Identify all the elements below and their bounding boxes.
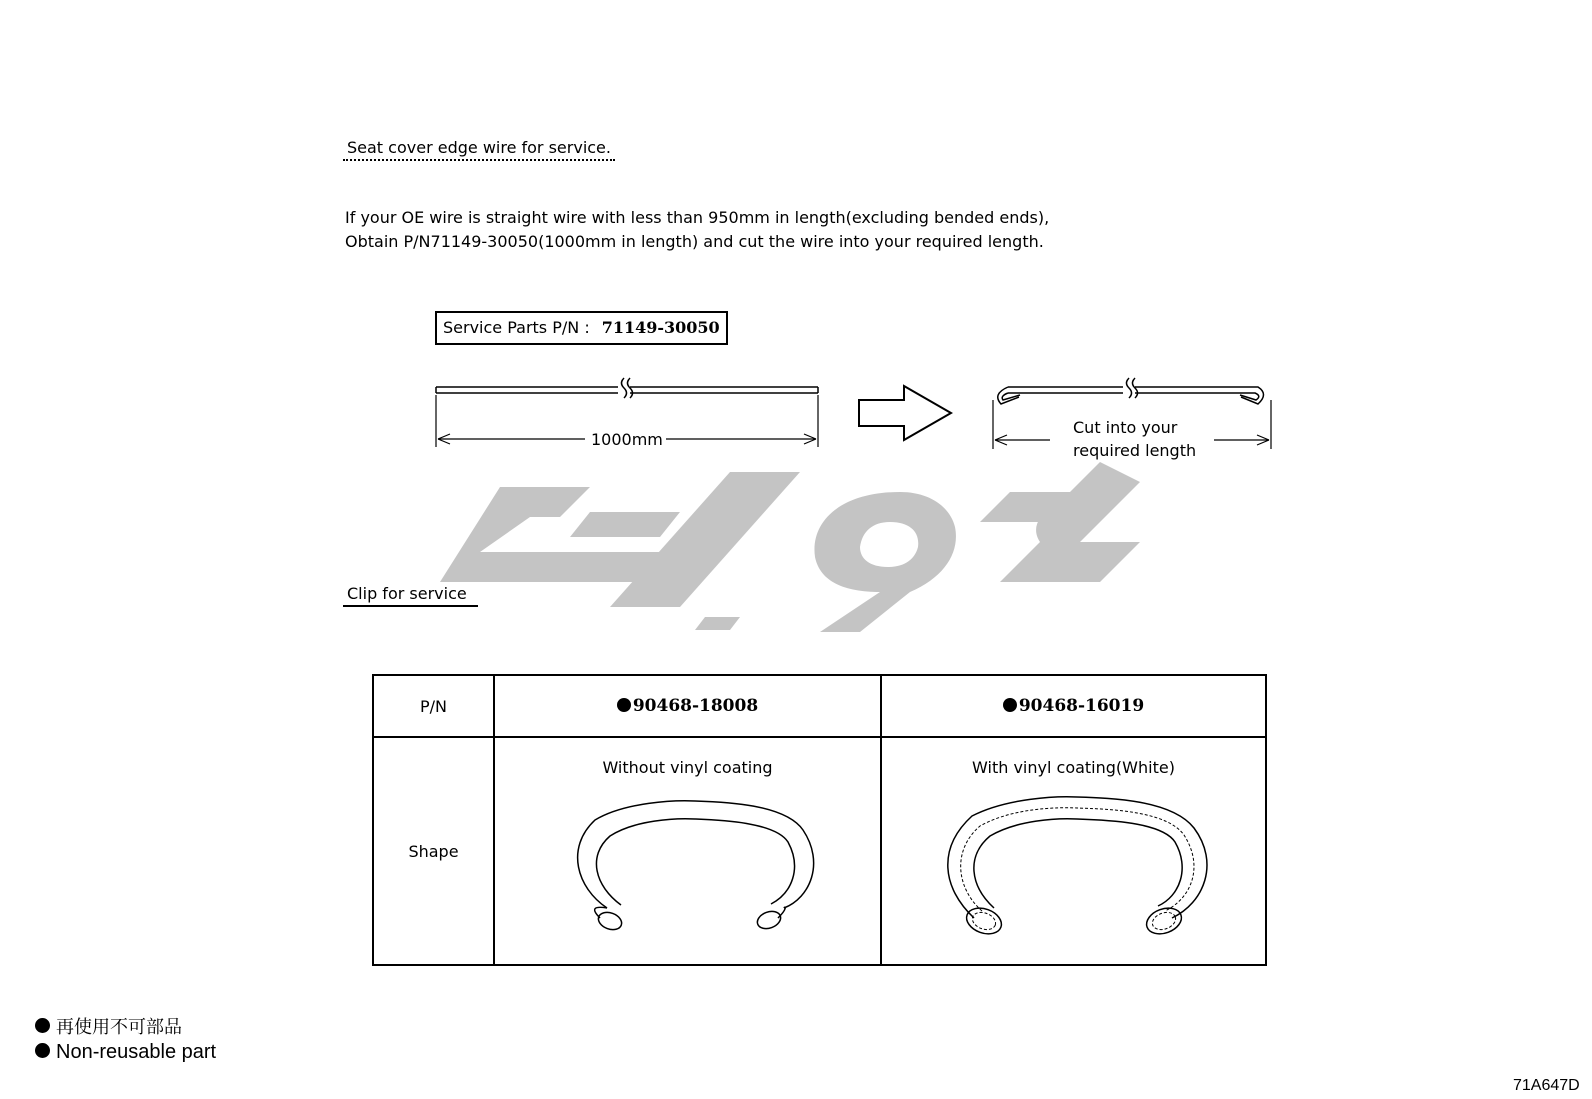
pn-value-1: 90468-18008	[632, 696, 759, 716]
legend-japanese-text: 再使用不可部品	[56, 1017, 182, 1038]
pn-header-cell	[373, 675, 494, 737]
seat-cover-heading-text: Seat cover edge wire for service.	[347, 138, 611, 157]
cut-label-line-1: Cut into your	[1073, 418, 1178, 437]
legend-japanese	[35, 1015, 216, 1040]
shape-header-cell	[373, 737, 494, 965]
cut-label	[1073, 416, 1196, 462]
watermark-logo	[440, 462, 1150, 632]
service-parts-label: Service Parts P/N :	[443, 318, 590, 337]
bent-wire	[998, 378, 1264, 404]
wire-diagram	[0, 0, 1592, 470]
legend-english	[35, 1040, 216, 1065]
cut-label-line-2: required length	[1073, 441, 1197, 460]
instruction-line-2: Obtain P/N71149-30050(1000mm in length) and cut the wire into your required length.	[345, 232, 1044, 251]
straight-wire	[436, 378, 818, 400]
pn-value-2: 90468-16019	[1018, 696, 1145, 716]
arrow-right-icon	[859, 386, 951, 440]
non-reusable-dot-icon	[617, 698, 631, 712]
figure-code: 71A647D	[1513, 1077, 1580, 1094]
pn-cell-2	[881, 675, 1266, 737]
service-parts-number: 71149-30050	[601, 318, 720, 337]
instruction-line-1: If your OE wire is straight wire with less than 950mm in length(excluding bended ends),	[345, 208, 1050, 227]
clip-table	[372, 674, 1267, 966]
shape-cell-1	[494, 737, 881, 965]
non-reusable-dot-icon	[35, 1018, 50, 1033]
shape-caption-2: With vinyl coating(White)	[972, 758, 1175, 777]
shape-caption-1: Without vinyl coating	[602, 758, 773, 777]
pn-header-label: P/N	[419, 696, 447, 716]
table-row-shape	[373, 737, 1266, 965]
length-label: 1000mm	[588, 430, 666, 449]
shape-header-label: Shape	[408, 841, 459, 861]
pn-cell-1	[494, 675, 881, 737]
shape-cell-2	[881, 737, 1266, 965]
table-row-pn	[373, 675, 1266, 737]
legend	[35, 1015, 216, 1065]
non-reusable-dot-icon	[1003, 698, 1017, 712]
clip-heading-text: Clip for service	[347, 584, 467, 603]
non-reusable-dot-icon	[35, 1043, 50, 1058]
clip-heading	[343, 584, 478, 607]
legend-english-text: Non-reusable part	[56, 1041, 217, 1063]
